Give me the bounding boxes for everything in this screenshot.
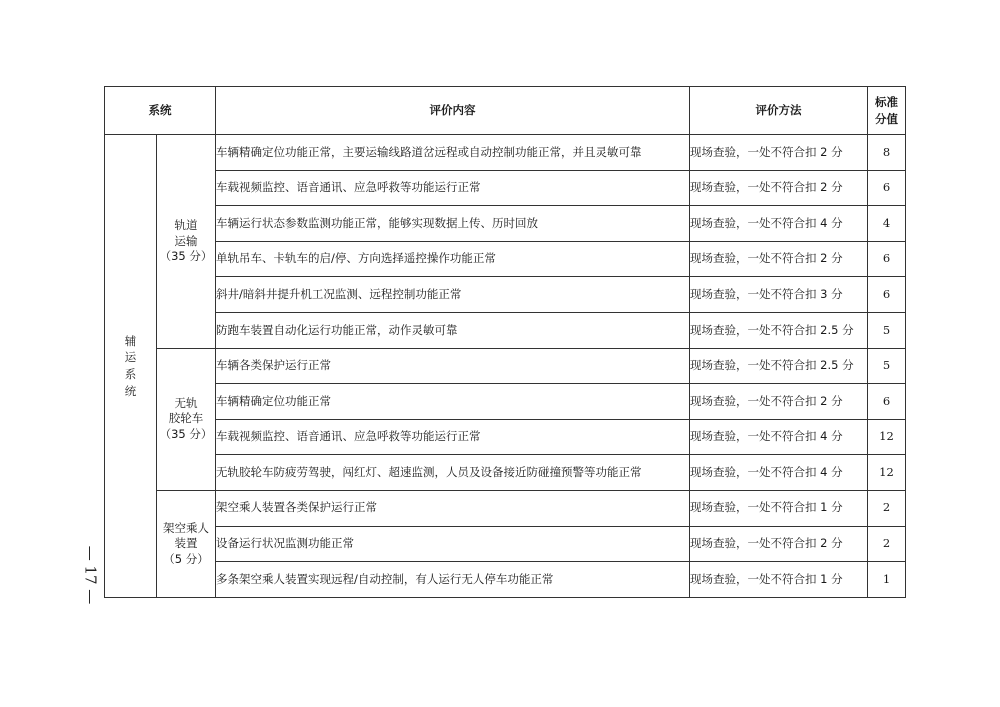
content-cell: 单轨吊车、卡轨车的启/停、方向选择遥控操作功能正常: [216, 241, 690, 277]
method-cell: 现场查验，一处不符合扣 3 分: [690, 277, 868, 313]
content-cell: 防跑车装置自动化运行功能正常，动作灵敏可靠: [216, 312, 690, 348]
header-score-line1: 标准: [875, 95, 898, 110]
content-cell: 多条架空乘人装置实现远程/自动控制，有人运行无人停车功能正常: [216, 562, 690, 598]
evaluation-table: [104, 86, 906, 598]
score-cell: 6: [868, 241, 906, 277]
method-cell: 现场查验，一处不符合扣 1 分: [690, 490, 868, 526]
score-cell: 5: [868, 348, 906, 384]
score-cell: 6: [868, 384, 906, 420]
method-cell: 现场查验，一处不符合扣 2 分: [690, 526, 868, 562]
table-row: [105, 419, 906, 455]
content-cell: 车辆各类保护运行正常: [216, 348, 690, 384]
content-cell: 车辆精确定位功能正常: [216, 384, 690, 420]
content-cell: 车载视频监控、语音通讯、应急呼救等功能运行正常: [216, 170, 690, 206]
score-cell: 4: [868, 206, 906, 242]
table-row: [105, 348, 906, 384]
system-name: 辅运系统: [124, 333, 137, 398]
header-row: [105, 87, 906, 135]
content-cell: 架空乘人装置各类保护运行正常: [216, 490, 690, 526]
score-cell: 12: [868, 419, 906, 455]
content-cell: 斜井/暗斜井提升机工况监测、远程控制功能正常: [216, 277, 690, 313]
method-cell: 现场查验，一处不符合扣 4 分: [690, 206, 868, 242]
score-cell: 5: [868, 312, 906, 348]
method-cell: 现场查验，一处不符合扣 2 分: [690, 170, 868, 206]
method-cell: 现场查验，一处不符合扣 2.5 分: [690, 348, 868, 384]
table-row: [105, 455, 906, 491]
score-cell: 6: [868, 170, 906, 206]
method-cell: 现场查验，一处不符合扣 2 分: [690, 135, 868, 171]
score-cell: 6: [868, 277, 906, 313]
score-cell: 1: [868, 562, 906, 598]
content-cell: 车载视频监控、语音通讯、应急呼救等功能运行正常: [216, 419, 690, 455]
header-score: [868, 87, 906, 135]
method-cell: 现场查验，一处不符合扣 4 分: [690, 419, 868, 455]
content-cell: 车辆运行状态参数监测功能正常，能够实现数据上传、历时回放: [216, 206, 690, 242]
header-content: 评价内容: [216, 87, 690, 135]
page-number-text: — 17 —: [81, 545, 99, 605]
content-cell: 设备运行状况监测功能正常: [216, 526, 690, 562]
score-cell: 2: [868, 490, 906, 526]
header-system: 系统: [105, 87, 216, 135]
content-cell: 无轨胶轮车防疲劳驾驶，闯红灯、超速监测，人员及设备接近防碰撞预警等功能正常: [216, 455, 690, 491]
subsystem-trackless-vehicle: 无轨 胶轮车 （35 分）: [157, 348, 216, 490]
table-row: [105, 170, 906, 206]
table-row: [105, 206, 906, 242]
header-score-line2: 分值: [875, 111, 898, 126]
score-cell: 2: [868, 526, 906, 562]
content-cell: 车辆精确定位功能正常，主要运输线路道岔远程或自动控制功能正常，并且灵敏可靠: [216, 135, 690, 171]
score-cell: 8: [868, 135, 906, 171]
score-cell: 12: [868, 455, 906, 491]
subsystem-aerial-ropeway: 架空乘人 装置 （5 分）: [157, 490, 216, 597]
table-row: [105, 135, 906, 171]
table-row: [105, 384, 906, 420]
system-cell: [105, 135, 157, 598]
table-row: [105, 277, 906, 313]
table-row: [105, 312, 906, 348]
table-row: [105, 562, 906, 598]
table-row: [105, 526, 906, 562]
method-cell: 现场查验，一处不符合扣 4 分: [690, 455, 868, 491]
method-cell: 现场查验，一处不符合扣 1 分: [690, 562, 868, 598]
subsystem-rail-transport: 轨道 运输 （35 分）: [157, 135, 216, 349]
header-method: 评价方法: [690, 87, 868, 135]
method-cell: 现场查验，一处不符合扣 2 分: [690, 241, 868, 277]
method-cell: 现场查验，一处不符合扣 2.5 分: [690, 312, 868, 348]
method-cell: 现场查验，一处不符合扣 2 分: [690, 384, 868, 420]
table-row: [105, 241, 906, 277]
table-row: [105, 490, 906, 526]
